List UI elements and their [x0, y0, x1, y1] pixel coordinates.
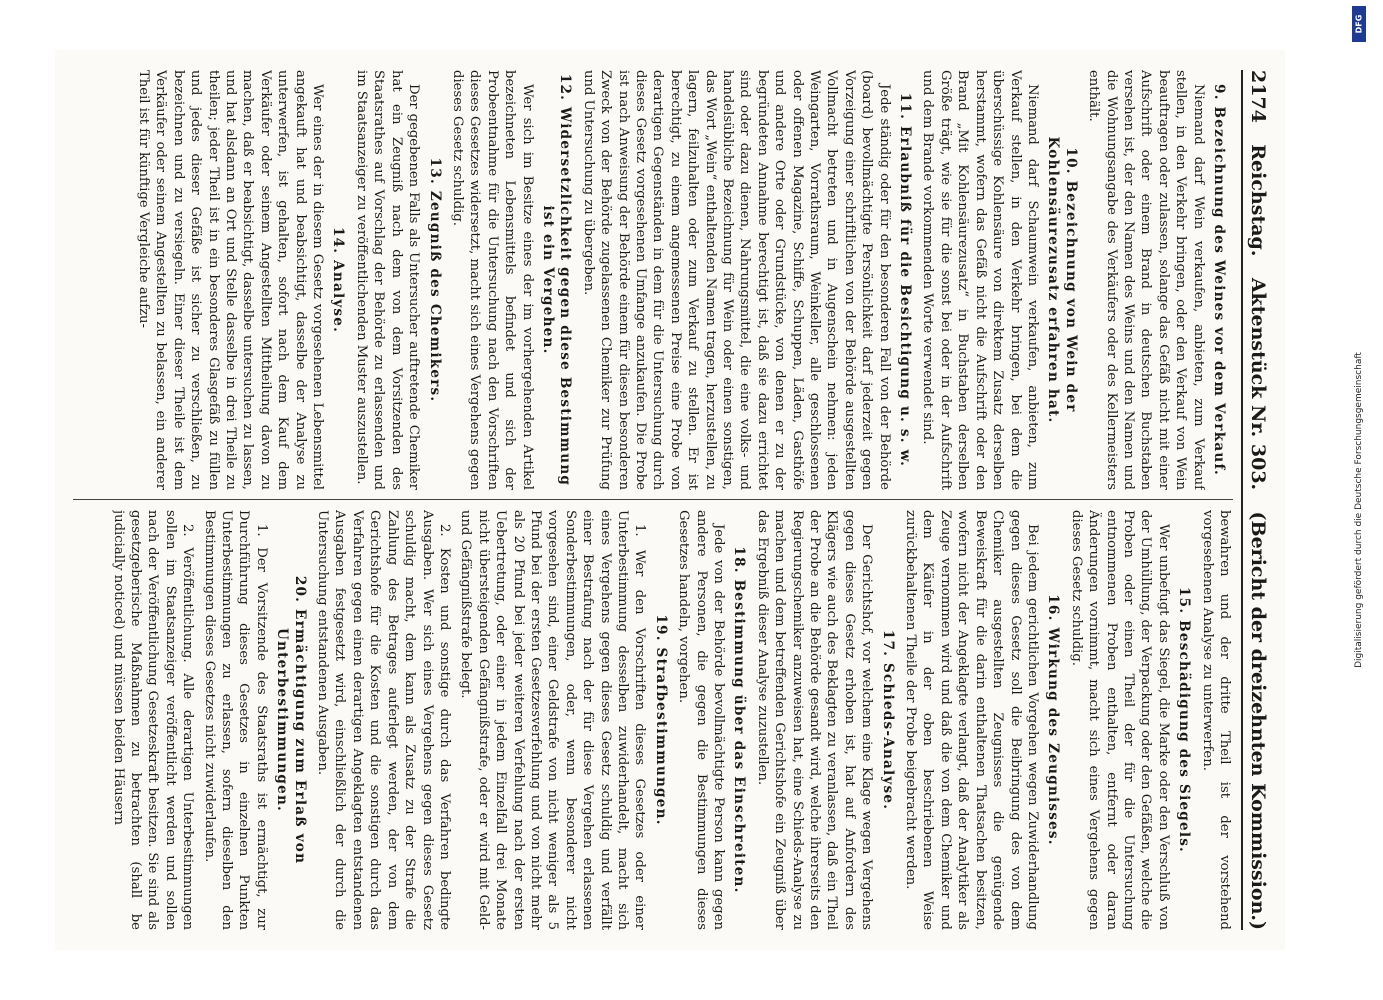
page-number: 2174	[1247, 70, 1269, 123]
paragraph: Wer eines der in diesem Gesetz vorgesehenen Lebensmittel angekauft hat und beabsichtigt, dasselbe der Analyse zu unterwerfen, ist gehalten, sofort nach dem Kauf dem Verkäufer oder seinem Angestellten Mittheilung davon zu machen, daß er beabsichtigt, dasselbe untersuchen zu lassen, und hat alsdann an Ort und Stelle dasselbe in drei Theile zu theilen; jeder Theil ist in ein besonderes Glasgefäß zu füllen und jedes dieser Gefäße ist sicher zu verschließen, zu bezeichnen und zu versiegeln. Einer dieser Theile ist dem Verkäufer oder seinem Angestellten zu belassen, ein anderer Theil ist für künftige Vergleiche aufzu-	[136, 70, 326, 490]
paragraph: Der gegebenen Falls als Untersucher auftretende Chemiker hat ein Zeugniß nach dem von dem Vorsitzenden des Staatsrathes auf Vorschlag der Behörde zu erlassenden und im Staatsanzeiger zu veröffentlichenden Muster auszustellen.	[353, 70, 422, 490]
section-heading: 15. Beschädigung des Siegels.	[1176, 587, 1193, 853]
paragraph: Niemand darf Schaumwein verkaufen, anbieten, zum Verkauf stellen, in den Verkehr bringen, bei dem die überschüssige Kohlensäure von direktem Zusatz derselben herstammt, wofern das Gefäß nicht die Aufschrift oder den Brand „Mit Kohlensäurezusatz“ in Buchstaben derselben Größe trägt, wie sie für die sonst bei oder in der Aufschrift und dem Brande vorkommenden Worte verwendet sind.	[920, 70, 1040, 490]
page-header	[1241, 70, 1277, 930]
section-heading: 9. Bezeichnung des Weines vor dem Verkauf.	[1211, 84, 1227, 476]
paragraph: 2. Veröffentlichung. Alle derartigen Unterbestimmungen sollen im Staatsanzeiger veröffentlicht werden und sollen nach der Veröffentlichung Gesetzeskraft besitzen. Sie sind als gesetzgeberische Maßnahmen zu betrachten (shall be judicially noticed) und müssen beiden Häusern	[110, 510, 196, 930]
column-divider	[73, 499, 1233, 500]
section-heading: 11. Erlaubniß für die Besichtigung u. s. w.	[897, 92, 914, 468]
section-heading: 20. Ermächtigung zum Erlaß von Unterbestimmungen.	[274, 575, 308, 865]
header-right-title: (Bericht der dreizehnten Kommission.)	[1247, 511, 1269, 930]
dfg-logo-text: DFG	[1354, 14, 1364, 34]
section-heading: 17. Schieds-Analyse.	[879, 629, 896, 811]
section-heading: 19. Strafbestimmungen.	[652, 614, 669, 826]
paragraph: 2. Kosten und sonstige durch das Verfahren bedingte Ausgaben. Wer sich eines Vergehens gegen dieses Gesetz schuldig macht, dem kann als Zusatz zu der Strafe die Zahlung des Betrages auferlegt werden, der von dem Gerichtshofe für die Kosten und die sonstigen durch das Verfahren gegen einen derartigen Angeklagten entstandenen Ausgaben festgesetzt wird, einschließlich der durch die Untersuchung entstandenen Ausgaben.	[315, 510, 452, 930]
left-text-column	[73, 70, 1233, 490]
paragraph: Bei jedem gerichtlichen Vorgehen wegen Zuwiderhandlung gegen dieses Gesetz soll die Beibringung des von dem Chemiker ausgestellten Zeugnisses die genügende Beweiskraft für die darin enthaltenen Thatsachen besitzen, wofern nicht der Angeklagte verlangt, daß der Analytiker als Zeuge vernommen wird und daß die von dem Chemiker und dem Käufer in der oben beschriebenen Weise zurückbehaltenen Theile der Probe beigebracht werden.	[903, 510, 1040, 930]
paragraph: 1. Wer den Vorschriften dieses Gesetzes oder einer Unterbestimmung desselben zuwiderhandelt, macht sich eines Vergehens gegen dieses Gesetz schuldig und verfällt einer Bestrafung nach der für diese Vergehen erlassenen Sonderbestimmungen, oder, wenn besonderer nicht vorgesehen sind, einer Geldstrafe von nicht weniger als 5 Pfund bei der ersten Gesetzesverfehlung und von nicht mehr als 20 Pfund bei jeder weiteren Verfehlung nach der ersten Uebertretung, oder einer in jedem Einzelfall drei Monate nicht übersteigenden Gefängnißstrafe, oder er wird mit Geld- und Gefängnißstrafe belegt.	[458, 510, 648, 930]
paragraph: Jede ständig oder für den besonderen Fall von der Behörde (board) bevollmächtigte Persönlichkeit darf jederzeit gegen Vorzeigung einer schriftlichen von der Behörde ausgestellten Vollmacht betreten und in Augenschein nehmen: jeden Weingarten, Vorrathsraum, Weinkeller, alle geschlossenen oder offenen Magazine, Schiffe, Schuppen, Läden, Gasthöfe und andere Orte oder Grundstücke, von denen er zu der begründeten Annahme berechtigt ist, daß sie dazu errichtet sind oder dazu dienen, Nahrungsmittel, die eine volks- und handelsübliche Bezeichnung für Wein oder einen sonstigen, das Wort „Wein“ enthaltenden Namen tragen, herzustellen, zu lagern, feilzuhalten oder zum Verkauf zu stellen. Er ist berechtigt, zu einem angemessenen Preise eine Probe von derartigen Gegenständen in dem für die Untersuchung durch dieses Gesetz vorgesehenen Umfange anzukaufen. Die Probe ist nach Anweisung der Behörde einem für diesen besonderen Zweck von der Behörde zugelassenen Chemiker zur Prüfung und Untersuchung zu übergeben.	[580, 70, 892, 490]
header-left-title: Reichstag.	[1247, 144, 1269, 257]
section-heading: 16. Wirkung des Zeugnisses.	[1045, 594, 1062, 846]
paragraph: Wer sich im Besitze eines der im vorhergehenden Artikel bezeichneten Lebensmittels befindet und sich der Probeentnahme für die Untersuchung nach den Vorschriften dieses Gesetzes widersetzt, macht sich eines Vergehens gegen dieses Gesetz schuldig.	[449, 70, 535, 490]
right-text-column	[73, 510, 1233, 930]
section-heading: 18. Bestimmung über das Einschreiten.	[731, 546, 748, 894]
header-center-title: Aktenstück Nr. 303.	[1247, 277, 1269, 491]
section-heading: 14. Analyse.	[330, 226, 347, 334]
section-heading: 13. Zeugniß des Chemikers.	[426, 157, 443, 403]
paragraph: 1. Der Vorsitzende des Staatsraths ist ermächtigt, zur Durchführung dieses Gesetzes in einzelnen Punkten Unterbestimmungen zu erlassen, sofern dieselben den Bestimmungen dieses Gesetzes nicht zuwiderlaufen.	[201, 510, 269, 930]
dfg-logo	[1352, 6, 1366, 42]
digitization-note	[1350, 40, 1368, 980]
paragraph: Der Gerichtshof, vor welchem eine Klage wegen Vergehens gegen dieses Gesetz erhoben ist, hat auf Anfordern des Klägers wie auch des Beklagten zu veranlassen, daß ein Theil der Probe an die Behörde gesandt wird, welche ihrerseits den Regierungschemiker anzuweisen hat, eine Schieds-Analyse zu machen und dem betreffenden Gerichtshofe ein Zeugniß über das Ergebniß dieser Analyse zuzustellen.	[754, 510, 875, 930]
paragraph: Jede von der Behörde bevollmächtigte Person kann gegen andere Personen, die gegen die Bestimmungen dieses Gesetzes handeln, vorgehen.	[676, 510, 727, 930]
section-heading: 10. Bezeichnung von Wein der Kohlensäurezusatz erfahren hat.	[1045, 136, 1079, 424]
document-page	[55, 50, 1285, 950]
paragraph: Wer unbefugt das Siegel, die Marke oder den Verschluß von der Umhüllung, der Verpackung oder den Gefäßen, welche die Proben oder einen Theil der für die Untersuchung entnommenen Proben enthalten, entfernt oder daran Änderungen vornimmt, macht sich eines Vergehens gegen dieses Gesetz schuldig.	[1068, 510, 1171, 930]
section-heading: 12. Widersetzlichkeit gegen diese Bestimmung ist ein Vergehen.	[539, 73, 574, 487]
paragraph: bewahren und der dritte Theil ist der vorstehend vorgesehenen Analyse zu unterwerfen.	[1199, 510, 1232, 930]
paragraph: Niemand darf Wein verkaufen, anbieten, zum Verkauf stellen, in den Verkehr bringen, oder den Verkauf von Wein beauftragen oder zulassen, solange das Gefäß nicht mit einer Aufschrift oder einem Brand in deutschen Buchstaben versehen ist, der den Namen des Weins und den Namen und die Wohnungsangabe des Verkäufers oder des Kellermeisters enthält.	[1086, 70, 1206, 490]
digitization-note-text: Digitalisierung gefördert durch die Deutsche Forschungsgemeinschaft	[1354, 352, 1364, 668]
